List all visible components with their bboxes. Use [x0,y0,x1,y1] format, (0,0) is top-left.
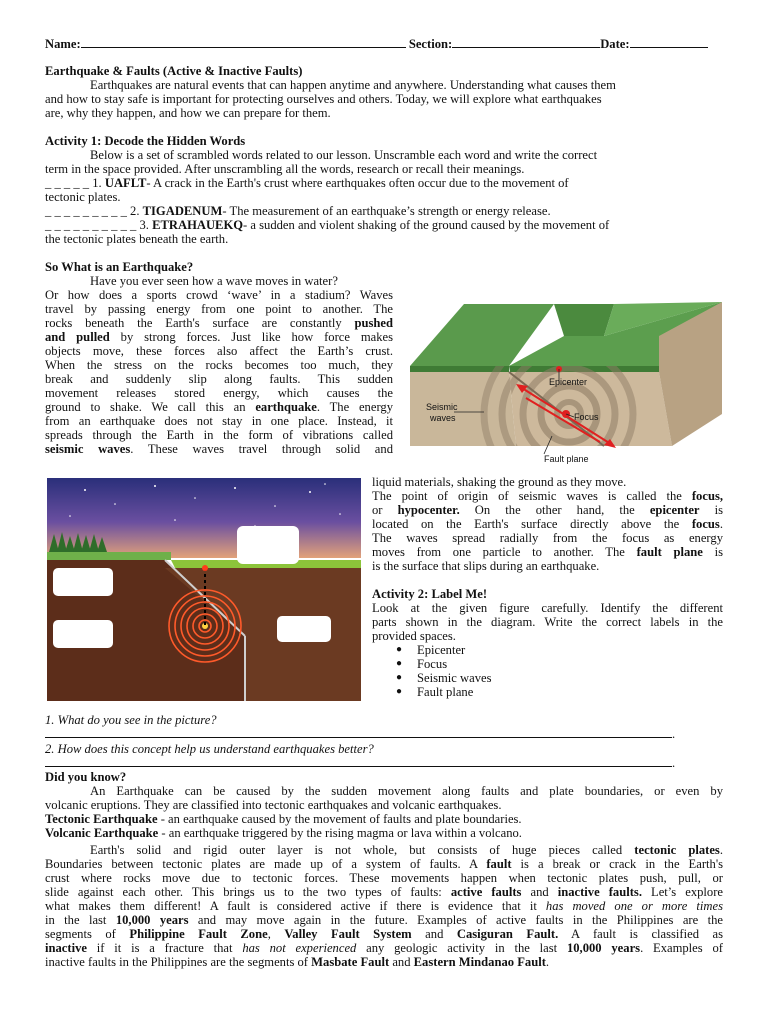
text-line: is the surface that slips during an earthquake. [372,559,600,573]
bold-term: focus, [691,489,723,503]
text-span: rocks beneath the Earth's surface are constantly [45,316,342,330]
activity1-line-2: term in the space provided. After unscrambling all the words, research or recall their meanings. [45,162,525,176]
text-line: travel by passing energy from one point to another. The [45,302,393,316]
bold-term: Philippine Fault Zone [129,927,268,941]
bold-term: and pulled [45,330,110,344]
text-span: The point of origin of seismic waves is called the [372,489,682,503]
label-fault-plane: Fault plane [544,454,589,464]
tectonic-definition [45,812,723,826]
answer-line-2[interactable] [45,766,672,767]
label-list-item: ● Epicenter [372,643,723,657]
dyk-p2-line-9 [45,955,723,969]
bold-term: hypocenter. [397,503,460,517]
text-span: and [389,955,414,969]
text-span: any geologic activity in the last [356,941,567,955]
definition: - a sudden and violent shaking of the ground caused by the movement of [243,218,610,232]
bold-term: Masbate Fault [311,955,390,969]
label-box-epicenter[interactable] [237,526,299,564]
label-diagram-svg [45,476,363,701]
label-list-item: ● Seismic waves [372,671,723,685]
bold-term: 10,000 years [566,941,641,955]
name-label: Name: [45,37,81,51]
label-box-seismic-waves[interactable] [53,620,113,648]
item-number: 1. [92,176,102,190]
text-span: is a break or crack in the Earth's [511,857,723,871]
activity2-title: Activity 2: Label Me! [372,587,488,601]
text-span: - an earthquake caused by the movement of faults and plate boundaries. [157,812,522,826]
item-number: 2. [130,204,140,218]
label-list-item: ● Fault plane [372,685,723,699]
scrambled-word: UAFLT [104,176,147,190]
bold-term: Tectonic Earthquake [45,812,158,826]
text-line: The waves spread radially from the focus as energy [372,531,723,545]
text-line [45,316,393,330]
bold-term: Eastern Mindanao Fault [413,955,546,969]
text-span: or [372,503,383,517]
text-line [45,442,393,456]
text-span: . Examples of [640,941,723,955]
item-number: 3. [139,218,149,232]
bold-term: focus [691,517,720,531]
dyk-p2-line-3: crust where rocks move due to tectonic forces. These movements happen when tectonic plates push, pull, or [45,871,723,885]
text-span: slide against each other. This brings us to the two types of faults: [45,885,451,899]
text-line: spreads through the Earth in the form of vibrations called [45,428,393,442]
earthquake-block-diagram [404,296,726,466]
text-span: . [545,955,550,969]
section-label: Section: [408,37,453,51]
decode-item-3 [45,218,723,232]
section-field[interactable] [452,36,600,48]
dyk-p2-line-2 [45,857,723,871]
text-span: inactive faults in the Philippines are the segments of [45,955,312,969]
text-line: When the stress on the rocks becomes too much, they [45,358,393,372]
text-line: break and suddenly slip along faults. This sudden [45,372,393,386]
text-span: by strong forces. Just like how force makes [109,330,393,344]
text-line [45,330,393,344]
label-waves: waves [430,413,456,423]
text-span: is [714,545,723,559]
text-span: moves from one particle to another. The [372,545,625,559]
text-line: Or how does a sports crowd ‘wave’ in a stadium? Waves [45,288,393,302]
text-line: Have you ever seen how a wave moves in water? [90,274,338,288]
decode-item-2 [45,204,723,218]
answer-blank[interactable]: _ _ _ _ _ [45,176,90,190]
intro-line-1: Earthquakes are natural events that can happen anytime and anywhere. Understanding what causes them [90,78,616,92]
text-line: from an earthquake does not stay in one place. Instead, it [45,414,393,428]
bold-term: inactive faults. [557,885,642,899]
what-is-right-column [372,475,723,699]
text-line: Look at the given figure carefully. Identify the different [372,601,723,615]
label-box-focus[interactable] [277,616,331,642]
dyk-p2-line-8 [45,941,723,955]
label-me-diagram [45,476,363,701]
text-line [372,489,723,503]
bold-term: seismic waves [45,442,131,456]
bold-term: Casiguran Fault. [456,927,559,941]
definition: - The measurement of an earthquake’s strength or energy release. [222,204,551,218]
epicenter-point [202,565,208,571]
answer-line-1-end: . [672,727,676,741]
text-span: ground to shake. We call this an [45,400,246,414]
question-1: 1. What do you see in the picture? [45,713,217,727]
scrambled-word: TIGADENUM [142,204,223,218]
bold-term: active faults [450,885,522,899]
fault-scarp [554,304,614,336]
bold-term: 10,000 years [115,913,189,927]
dyk-p2-line-1 [45,843,723,857]
dyk-p1-line-2: volcanic eruptions. They are classified into tectonic earthquakes and volcanic earthquakes. [45,798,502,812]
text-span: what makes them different! A fault is considered active if there is evidence that it [45,899,546,913]
text-span: On the other hand, the [459,503,635,517]
text-span: Let’s explore [641,885,723,899]
text-line [372,503,723,517]
text-span: segments of [45,927,130,941]
bold-term: earthquake [255,400,317,414]
dyk-p2-line-4 [45,885,723,899]
surface-left [47,552,171,560]
text-span: if it is a fracture that [86,941,243,955]
volcanic-definition [45,826,723,840]
bold-term: pushed [354,316,393,330]
label-list [372,643,723,699]
text-span: is [714,503,723,517]
text-span: and [411,927,457,941]
dyk-p2-line-7 [45,927,723,941]
italic-phrase: has not experienced [242,941,357,955]
label-list-item: ● Focus [372,657,723,671]
text-span: , [267,927,285,941]
name-field[interactable] [81,36,406,48]
text-span: and [521,885,558,899]
intro-title: Earthquake & Faults (Active & Inactive Faults) [45,64,303,78]
question-2: 2. How does this concept help us understand earthquakes better? [45,742,374,756]
label-box-fault-plane[interactable] [53,568,113,596]
text-span: . These waves travel through solid and [130,442,393,456]
answer-line-1[interactable] [45,737,672,738]
scrambled-word: ETRAHAUEKQ [152,218,244,232]
bold-term: Volcanic Earthquake [45,826,159,840]
decode-item-3-cont: the tectonic plates beneath the earth. [45,232,229,246]
text-span: . The energy [316,400,393,414]
answer-blank[interactable]: _ _ _ _ _ _ _ _ _ [45,204,127,218]
text-line [45,400,393,414]
what-is-title: So What is an Earthquake? [45,260,194,274]
text-span: in the last [45,913,116,927]
label-epicenter: Epicenter [549,377,588,387]
text-span: and may move again in the future. Examples of active faults in the Philippines are the [188,913,723,927]
text-span: located on the Earth's surface directly above the [372,517,680,531]
label-seismic: Seismic [426,402,458,412]
italic-phrase: has moved one or more times [545,899,723,913]
bold-term: Valley Fault System [284,927,412,941]
bold-term: fault [486,857,512,871]
name-line[interactable] [45,36,723,51]
activity1-title: Activity 1: Decode the Hidden Words [45,134,246,148]
answer-line-2-end: . [672,756,676,770]
text-line [372,545,723,559]
text-line [372,517,723,531]
text-line: movement releases stored energy, which causes the [45,386,393,400]
did-you-know-title: Did you know? [45,770,127,784]
text-line: liquid materials, shaking the ground as they move. [372,475,627,489]
text-span: Boundaries between tectonic plates are made up of a system of faults. A [45,857,487,871]
text-span: - an earthquake triggered by the rising magma or lava within a volcano. [158,826,522,840]
date-label: Date: [600,37,630,51]
definition: - A crack in the Earth's crust where earthquakes often occur due to the movement of [146,176,569,190]
decode-item-1 [45,176,723,190]
block-diagram-svg [404,296,726,466]
bold-term: epicenter [649,503,700,517]
date-field[interactable] [630,36,708,48]
dyk-p1-line-1: An Earthquake can be caused by the sudden movement along faults and plate boundaries, or even by [90,784,723,798]
intro-line-3: are, why they happen, and how we can prepare for them. [45,106,331,120]
activity1-line-1: Below is a set of scrambled words related to our lesson. Unscramble each word and write the correct [90,148,598,162]
text-line: parts shown in the diagram. Write the correct labels in the [372,615,723,629]
what-is-left-column [45,274,393,456]
text-span: A fault is classified as [558,927,724,941]
text-span: . [719,843,723,857]
label-focus: Focus [574,412,599,422]
intro-line-2: and how to stay safe is important for protecting ourselves and others. Today, we will explore what earthquakes [45,92,602,106]
decode-item-1-cont: tectonic plates. [45,190,121,204]
bold-term: tectonic plates [634,843,720,857]
text-span: Earth's solid and rigid outer layer is not whole, but consists of huge pieces called [90,843,635,857]
bold-term: fault plane [636,545,703,559]
answer-blank[interactable]: _ _ _ _ _ _ _ _ _ _ [45,218,137,232]
dyk-p2-line-5 [45,899,723,913]
bold-term: inactive [45,941,87,955]
dyk-p2-line-6 [45,913,723,927]
text-line: provided spaces. [372,629,456,643]
text-line: objects move, these forces also affect the Earth’s crust. [45,344,393,358]
text-span: . [719,517,723,531]
